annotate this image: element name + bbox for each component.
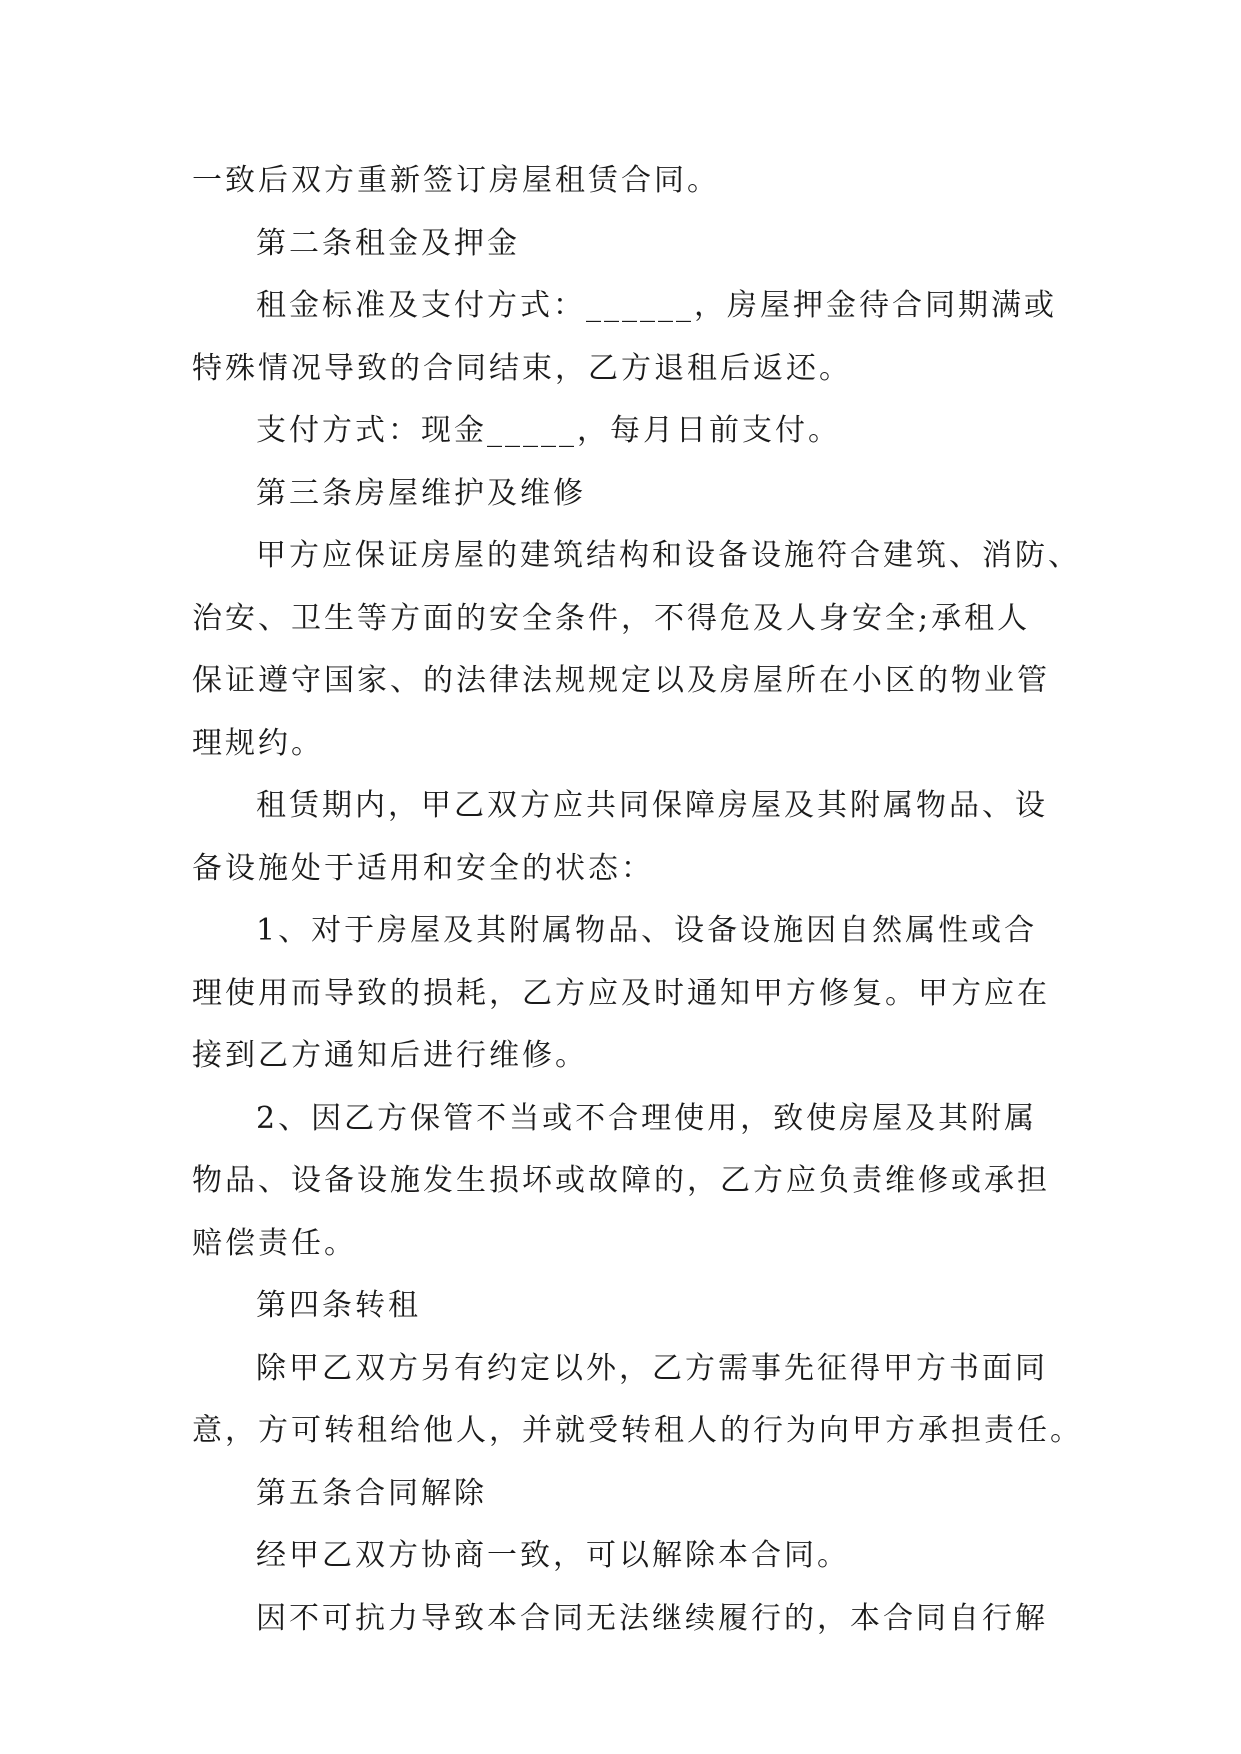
text-line: 2、因乙方保管不当或不合理使用，致使房屋及其附属	[256, 1100, 1038, 1136]
contract-text-body	[192, 150, 1083, 1650]
section-heading-maintenance: 第三条房屋维护及维修	[256, 475, 586, 511]
section-heading-termination: 第五条合同解除	[256, 1475, 487, 1511]
text-line: 接到乙方通知后进行维修。	[192, 1038, 588, 1073]
text-line: 特殊情况导致的合同结束，乙方退租后返还。	[192, 350, 852, 386]
text-line: 一致后双方重新签订房屋租赁合同。	[192, 163, 720, 198]
text-line: 租金标准及支付方式：______，房屋押金待合同期满或	[256, 288, 1057, 323]
text-line: 1、对于房屋及其附属物品、设备设施因自然属性或合	[256, 913, 1038, 948]
text-line: 因不可抗力导致本合同无法继续履行的，本合同自行解	[256, 1600, 1048, 1636]
section-heading-sublease: 第四条转租	[256, 1288, 421, 1323]
text-line: 治安、卫生等方面的安全条件，不得危及人身安全;承租人	[192, 600, 1031, 636]
text-line: 备设施处于适用和安全的状态：	[192, 850, 654, 886]
text-line: 理使用而导致的损耗，乙方应及时通知甲方修复。甲方应在	[192, 975, 1050, 1011]
text-line: 保证遵守国家、的法律法规规定以及房屋所在小区的物业管	[192, 663, 1050, 698]
text-line: 除甲乙双方另有约定以外，乙方需事先征得甲方书面同	[256, 1350, 1048, 1386]
text-line: 经甲乙双方协商一致，可以解除本合同。	[256, 1538, 850, 1573]
text-line: 甲方应保证房屋的建筑结构和设备设施符合建筑、消防、	[256, 538, 1081, 573]
section-heading-rent-deposit: 第二条租金及押金	[256, 225, 520, 261]
text-line: 支付方式：现金_____，每月日前支付。	[256, 413, 841, 448]
text-line: 赔偿责任。	[192, 1225, 357, 1261]
text-line: 租赁期内，甲乙双方应共同保障房屋及其附属物品、设	[256, 788, 1048, 823]
text-line: 物品、设备设施发生损坏或故障的，乙方应负责维修或承担	[192, 1163, 1050, 1198]
text-line: 意，方可转租给他人，并就受转租人的行为向甲方承担责任。	[192, 1413, 1083, 1448]
text-line: 理规约。	[192, 725, 324, 761]
